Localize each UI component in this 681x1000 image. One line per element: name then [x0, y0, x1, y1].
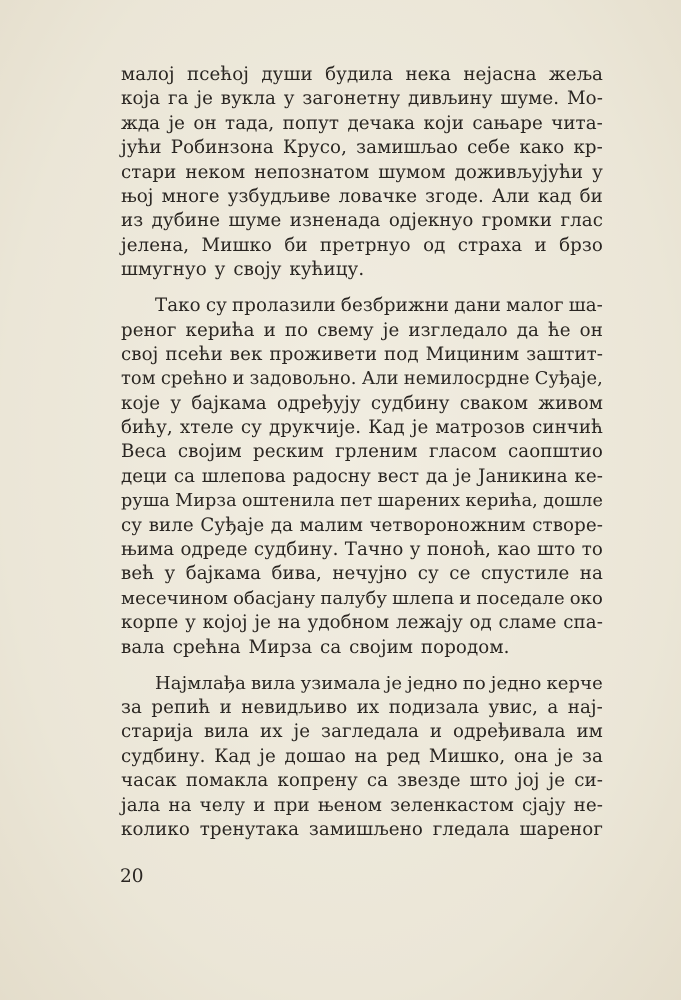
- text-line: јелена, Мишко би претрнуо од страха и брзо: [121, 234, 603, 256]
- text-line: судбину. Кад је дошао на ред Мишко, она је за: [121, 745, 603, 767]
- text-line: свој псећи век проживети под Мициним заштит-: [121, 343, 603, 365]
- text-line: колико тренутака замишљено гледала шареног: [121, 818, 603, 840]
- text-line: месечином обасјану палубу шлепа и поседале око: [121, 587, 603, 609]
- text-line: вала срећна Мирза са својим породом.: [121, 636, 510, 658]
- paragraph: [121, 294, 603, 660]
- text-line: из дубине шуме изненада одјекнуо громки глас: [121, 210, 603, 232]
- text-line: су виле Суђаје да малим четвороножним створе-: [121, 514, 603, 536]
- page-number: 20: [120, 866, 144, 887]
- text-line: која га је вукла у загонетну дивљину шуме. Мо-: [121, 88, 603, 110]
- text-line: јући Робинзона Крусо, замишљао себе како кр-: [121, 137, 603, 159]
- text-line: часак помакла копрену са звезде што јој је си-: [121, 770, 603, 792]
- paragraph: [121, 63, 603, 283]
- text-line: старија вила их је загледала и одређивала им: [121, 721, 603, 743]
- text-line: за репић и невидљиво их подизала увис, а нај-: [121, 696, 603, 718]
- text-line: том срећно и задовољно. Али немилосрдне Суђаје,: [121, 368, 603, 390]
- text-line: деци са шлепова радосну вест да је Јаникина ке-: [121, 465, 603, 487]
- text-line: руша Мирза оштенила пет шарених керића, дошле: [121, 491, 603, 512]
- text-line: шмугнуо у своју кућицу.: [121, 259, 365, 281]
- paragraph-gap: [121, 660, 603, 672]
- text-line: Најмлађа вила узимала је једно по једно керче: [155, 672, 603, 694]
- text-line: њој многе узбудљиве ловачке згоде. Али кад би: [121, 185, 603, 207]
- text-line: стари неком непознатом шумом доживљујући у: [121, 161, 603, 183]
- text-line: које у бајкама одређују судбину сваком живом: [121, 392, 603, 414]
- text-line: бићу, хтеле су друкчије. Кад је матрозов синчић: [121, 417, 603, 439]
- text-line: жда је он тада, попут дечака који сањаре чита-: [121, 112, 603, 134]
- text-line: јала на челу и при њеном зеленкастом сјају не-: [121, 794, 603, 816]
- text-line: реног керића и по свему је изгледало да ће он: [121, 319, 603, 341]
- text-line: Тако су пролазили безбрижни дани малог ша-: [155, 295, 603, 317]
- text-line: корпе у којој је на удобном лежају од сламе спа-: [121, 612, 603, 634]
- paragraph-gap: [121, 283, 603, 295]
- text-line: њима одреде судбину. Тачно у поноћ, као што то: [121, 539, 603, 561]
- text-line: већ у бајкама бива, нечујно су се спустиле на: [121, 563, 603, 585]
- paragraph: [121, 672, 603, 843]
- body-text: [121, 63, 603, 842]
- text-line: малој псећој души будила нека нејасна жеља: [121, 64, 603, 85]
- text-line: Веса својим реским грленим гласом саопштио: [121, 441, 603, 463]
